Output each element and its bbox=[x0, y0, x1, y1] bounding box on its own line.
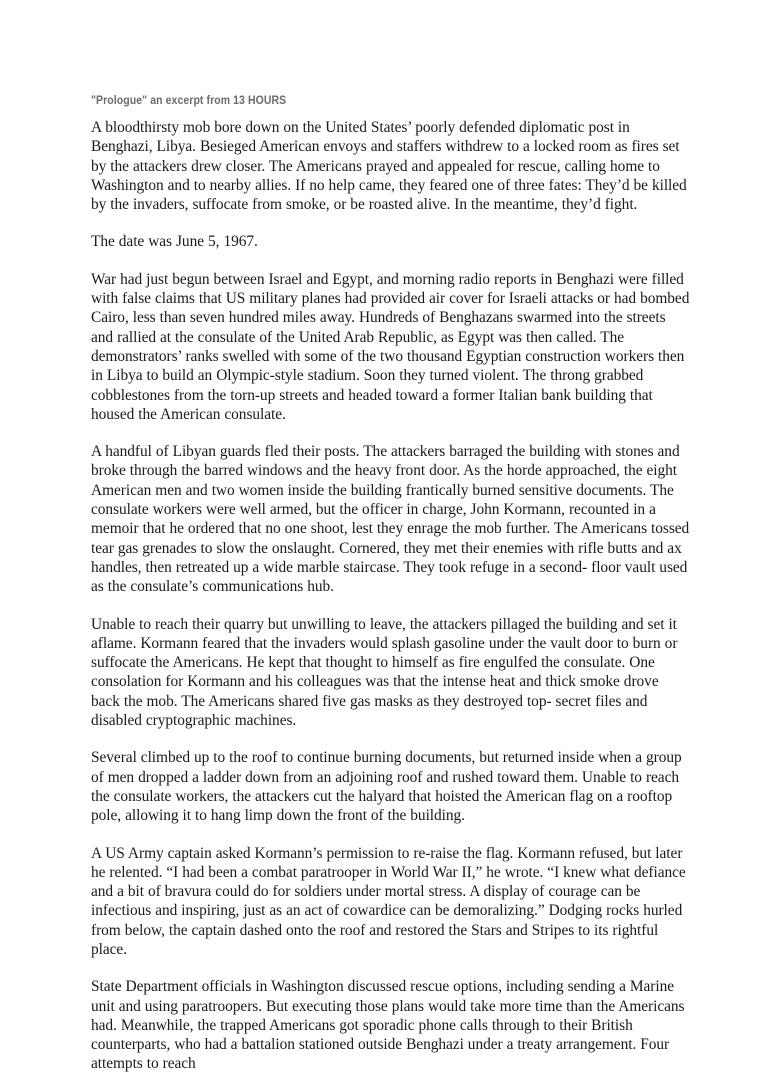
paragraph-building-aflame: Unable to reach their quarry but unwilling to leave, the attackers pillaged the building and set it aflame. Kormann feared that the invaders would splash gasoline under the vault door to burn or suffocate the Americans. He kept that thought to himself as fire engulfed the consulate. One consolation for Kormann and his colleagues was that the intense heat and thick smoke drove back the mob. The Americans shared five gas masks as they destroyed top- secret files and disabled cryptographic machines. bbox=[91, 615, 678, 730]
paragraph-flag: A US Army captain asked Kormann’s permission to re‑raise the flag. Kormann refused, but later he relented. “I had been a combat paratrooper in World War II,” he wrote. “I knew what defiance and a bit of bravura could do for soldiers under mortal stress. A display of courage can be infectious and inspiring, just as an act of cowardice can be demoralizing.” Dodging rocks hurled from below, the captain dashed onto the roof and restored the Stars and Stripes to its rightful place. bbox=[91, 844, 686, 958]
excerpt-heading: "Prologue" an excerpt from 13 HOURS bbox=[91, 93, 287, 107]
paragraph-roof: Several climbed up to the roof to continue burning documents, but returned inside when a group of men dropped a ladder down from an adjoining roof and rushed toward them. Unable to reach the consulate workers, the attackers cut the halyard that hoisted the American flag on a rooftop pole, allowing it to hang limp down the front of the building. bbox=[91, 749, 682, 825]
paragraph-mob-attack: A bloodthirsty mob bore down on the United States’ poorly defended diplomatic post in Benghazi, Libya. Besieged American envoys and staffers withdrew to a locked room as fires set by the attackers drew closer. The Americans prayed and appealed for rescue, calling home to Washington and to nearby allies. If no help came, they feared one of three fates: They’d be killed by the invaders, suffocate from smoke, or be roasted alive. In the meantime, they’d fight. bbox=[91, 119, 687, 214]
document-page bbox=[91, 92, 691, 1074]
paragraph-guards-fled: A handful of Libyan guards fled their posts. The attackers barraged the building with stones and broke through the barred windows and the heavy front door. As the horde approached, the eight American men and two women inside the building frantically burned sensitive documents. The consulate workers were well armed, but the officer in charge, John Kormann, recounted in a memoir that he ordered that no one shoot, lest they enrage the mob further. The Americans tossed tear gas grenades to slow the onslaught. Cornered, they met their enemies with rifle butts and ax handles, then retreated up a wide marble staircase. They took refuge in a second- floor vault used as the consulate’s communications hub. bbox=[91, 443, 690, 596]
paragraph-date: The date was June 5, 1967. bbox=[91, 233, 258, 251]
paragraph-rescue-options: State Department officials in Washington discussed rescue options, including sending a Marine unit and using paratroopers. But executing those plans would take more time than the Americans had. Meanwhile, the trapped Americans got sporadic phone calls through to their British counterparts, who had a battalion stationed outside Benghazi under a treaty arrangement. Four attempts to reach bbox=[91, 978, 685, 1073]
paragraph-war-begun: War had just begun between Israel and Egypt, and morning radio reports in Benghazi were filled with false claims that US military planes had provided air cover for Israeli attacks or had bombed Cairo, less than seven hundred miles away. Hundreds of Benghazans swarmed into the streets and rallied at the consulate of the United Arab Republic, as Egypt was then called. The demonstrators’ ranks swelled with some of the two thousand Egyptian construction workers then in Libya to build an Olympic-style stadium. Soon they turned violent. The throng grabbed cobblestones from the torn‑up streets and headed toward a former Italian bank building that housed the American consulate. bbox=[91, 270, 690, 423]
